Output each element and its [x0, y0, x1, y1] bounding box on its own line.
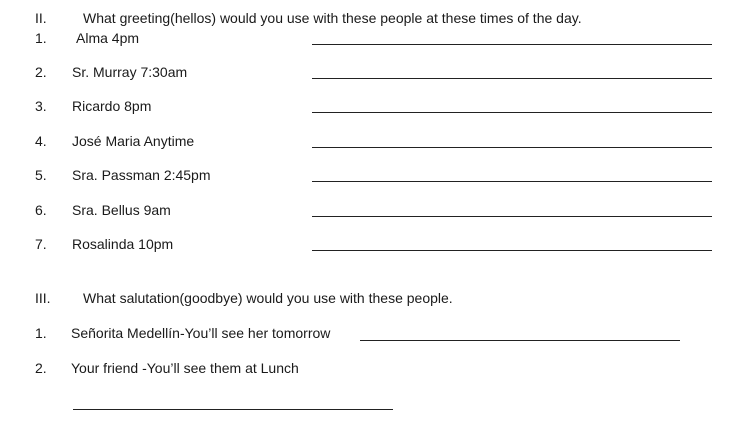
item-text: Sra. Passman 2:45pm [72, 167, 211, 183]
section-3-question: What salutation(goodbye) would you use with these people. [83, 290, 453, 306]
item-number: 3. [35, 98, 47, 114]
item-text: Señorita Medellín-You’ll see her tomorrow [71, 325, 331, 341]
item-text: Alma 4pm [76, 30, 140, 46]
item-text: José Maria Anytime [72, 133, 195, 149]
item-number: 1. [35, 325, 47, 341]
item-number: 2. [35, 64, 47, 80]
answer-line[interactable] [312, 112, 712, 113]
item-text: Sra. Bellus 9am [72, 202, 171, 218]
answer-line[interactable] [312, 181, 712, 182]
item-number: 5. [35, 167, 47, 183]
item-number: 6. [35, 202, 47, 218]
item-text: Rosalinda 10pm [72, 236, 174, 252]
answer-line[interactable] [312, 78, 712, 79]
item-number: 7. [35, 236, 47, 252]
answer-line[interactable] [360, 340, 680, 341]
answer-line[interactable] [312, 250, 712, 251]
section-3-numeral: III. [35, 290, 51, 306]
answer-line[interactable] [312, 216, 712, 217]
item-number: 1. [35, 30, 47, 46]
item-text: Your friend -You’ll see them at Lunch [71, 360, 299, 376]
section-2-question: What greeting(hellos) would you use with these people at these times of the day. [83, 10, 582, 26]
answer-line[interactable] [312, 147, 712, 148]
section-2-numeral: II. [35, 10, 47, 26]
answer-line[interactable] [312, 44, 712, 45]
item-number: 2. [35, 360, 47, 376]
item-number: 4. [35, 133, 47, 149]
answer-line[interactable] [73, 409, 393, 410]
item-text: Ricardo 8pm [72, 98, 152, 114]
item-text: Sr. Murray 7:30am [72, 64, 188, 80]
